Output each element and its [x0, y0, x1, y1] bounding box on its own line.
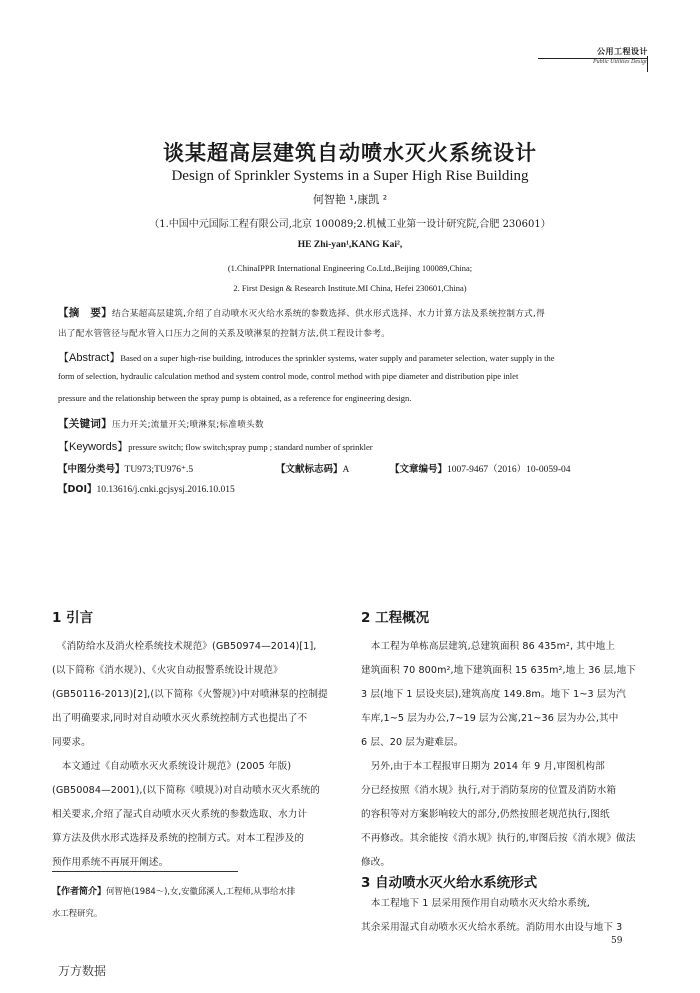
- body-line: 其余采用湿式自动喷水灭火给水系统。消防用水由设与地下 3: [361, 922, 623, 933]
- body-line: 本工程为单栋高层建筑,总建筑面积 86 435m², 其中地上: [361, 641, 616, 652]
- doi: [58, 481, 235, 495]
- abstract-en-text: Based on a super high-rise building, introduces the sprinkler systems, water supply and parameter selection, water supply in the: [120, 353, 555, 363]
- abstract-cn-line: [58, 305, 648, 320]
- affiliation-en-line: (1.ChinaIPPR International Engineering Co.Ltd.,Beijing 100089,China;: [227, 263, 473, 273]
- body-line: (GB50084—2001),(以下简称《喷规》)对自动喷水灭火系统的: [52, 785, 320, 796]
- body-line: 修改。: [361, 857, 391, 868]
- keywords-en: [58, 438, 648, 454]
- body-line: 《消防给水及消火栓系统技术规范》(GB50974—2014)[1],: [52, 641, 317, 652]
- watermark: 万方数据: [58, 964, 107, 978]
- column-right: [361, 635, 653, 875]
- body-line: (以下简称《消水规》)、《火灾自动报警系统设计规范》: [52, 665, 283, 676]
- footnote-text: 何智艳(1984～),女,安徽邱溪人,工程师,从事给水排: [106, 886, 296, 896]
- section-3-body: [361, 892, 653, 940]
- footnote-label: 【作者简介】: [52, 887, 107, 897]
- author-footnote: [52, 881, 344, 924]
- body-line: 出了明确要求,同时对自动喷水灭火系统控制方式也提出了不: [52, 713, 308, 724]
- body-line: 6 层、20 层为避难层。: [361, 737, 464, 748]
- section-heading-introduction: 1 引言: [52, 610, 94, 626]
- footnote-rule: [52, 871, 238, 872]
- body-line: 分已经按照《消水规》执行,对于消防泵房的位置及消防水箱: [361, 785, 617, 796]
- abstract-cn-text: 出了配水管管径与配水管入口压力之间的关系及喷淋泵的控制方法,供工程设计参考。: [58, 329, 391, 339]
- running-header: [538, 46, 648, 65]
- clc-label: 【中图分类号】: [58, 464, 125, 475]
- doc-code-label: 【文献标志码】: [276, 464, 343, 475]
- body-line: 另外,由于本工程报审日期为 2014 年 9 月,审图机构部: [361, 761, 605, 772]
- doi-value: 10.13616/j.cnki.gcjsysj.2016.10.015: [96, 485, 235, 495]
- body-line: 本文通过《自动喷水灭火系统设计规范》(2005 年版): [52, 761, 292, 772]
- body-line: 算方法及供水形式选择及系统的控制方式。对本工程涉及的: [52, 833, 305, 844]
- doi-label: 【DOI】: [58, 484, 97, 495]
- keywords-en-value: pressure switch; flow switch;spray pump ; standard number of sprinkler: [128, 442, 373, 452]
- body-line: 本工程地下 1 层采用预作用自动喷水灭火给水系统,: [361, 898, 590, 909]
- header-journal-cn: 公用工程设计: [597, 47, 648, 56]
- body-line: (GB50116-2013)[2],(以下简称《火警规》)中对喷淋泵的控制提: [52, 689, 328, 700]
- paper-title-en: Design of Sprinkler Systems in a Super High Rise Building: [171, 168, 529, 184]
- body-line: 3 层(地下 1 层设夹层),建筑高度 149.8m。地下 1~3 层为汽: [361, 689, 626, 700]
- authors-en: HE Zhi-yan¹,KANG Kai²,: [297, 240, 403, 250]
- page-number: 59: [611, 936, 623, 946]
- keywords-cn-label: 【关键词】: [58, 418, 112, 430]
- classification-row: [58, 461, 648, 475]
- abstract-cn-line: [58, 327, 648, 339]
- article-no-value: 1007-9467（2016）10-0059-04: [447, 465, 571, 475]
- body-line: 建筑面积 70 800m²,地下建筑面积 15 635m²,地上 36 层,地下: [361, 665, 636, 676]
- section-heading-overview: 2 工程概况: [361, 610, 430, 626]
- body-line: 预作用系统不再展开阐述。: [52, 857, 169, 868]
- abstract-cn-label: 【摘 要】: [58, 307, 112, 319]
- header-rule-vertical: [647, 56, 648, 72]
- abstract-en-text: form of selection, hydraulic calculation method and system control mode, control method with pipe diameter and distribution pipe inlet: [58, 371, 519, 381]
- body-line: 的容积等对方案影响较大的部分,仍然按照老规范执行,图纸: [361, 809, 610, 820]
- clc-value: TU973;TU976⁺.5: [124, 465, 194, 475]
- authors: 何智艳 ¹,康凯 ²: [312, 193, 388, 206]
- body-line: 相关要求,介绍了湿式自动喷水灭火系统的参数选取、水力计: [52, 809, 308, 820]
- column-left: [52, 635, 344, 875]
- body-line: 同要求。: [52, 737, 91, 748]
- abstract-en-text: pressure and the relationship between the spray pump is obtained, as a reference for engineering design.: [58, 393, 412, 403]
- footnote-text: 水工程研究。: [52, 908, 103, 918]
- abstract-en-line: [58, 349, 648, 365]
- section-heading-system-form: 3 自动喷水灭火给水系统形式: [361, 875, 538, 891]
- keywords-cn-value: 压力开关;流量开关;喷淋泵;标准喷头数: [112, 420, 264, 430]
- body-line: 车库,1~5 层为办公,7~19 层为公寓,21~36 层为办公,其中: [361, 713, 619, 724]
- doc-code-value: A: [342, 465, 350, 475]
- abstract-en-label: 【Abstract】: [58, 352, 121, 364]
- keywords-en-label: 【Keywords】: [58, 441, 129, 453]
- header-rule: [538, 58, 648, 59]
- article-no-label: 【文章编号】: [390, 464, 448, 475]
- clc-number: [58, 461, 193, 475]
- abstract-cn-text: 结合某超高层建筑,介绍了自动喷水灭火给水系统的参数选择、供水形式选择、水力计算方法及系统控制方式,得: [112, 309, 545, 319]
- affiliation: （1.中国中元国际工程有限公司,北京 100089;2.机械工业第一设计研究院,合肥 230601）: [149, 219, 551, 230]
- header-journal-en: Public Utilities Design: [593, 59, 648, 65]
- document-code: [276, 461, 349, 475]
- article-number: [390, 461, 571, 475]
- abstract-en-line: [58, 393, 648, 403]
- body-line: 不再修改。其余能按《消水规》执行的,审图后按《消水规》做法: [361, 833, 636, 844]
- affiliation-en-line: 2. First Design & Research Institute.MI China, Hefei 230601,China): [233, 283, 467, 293]
- abstract-en-line: [58, 371, 648, 381]
- keywords-cn: [58, 416, 648, 431]
- paper-title: 谈某超高层建筑自动喷水灭火系统设计: [163, 141, 537, 165]
